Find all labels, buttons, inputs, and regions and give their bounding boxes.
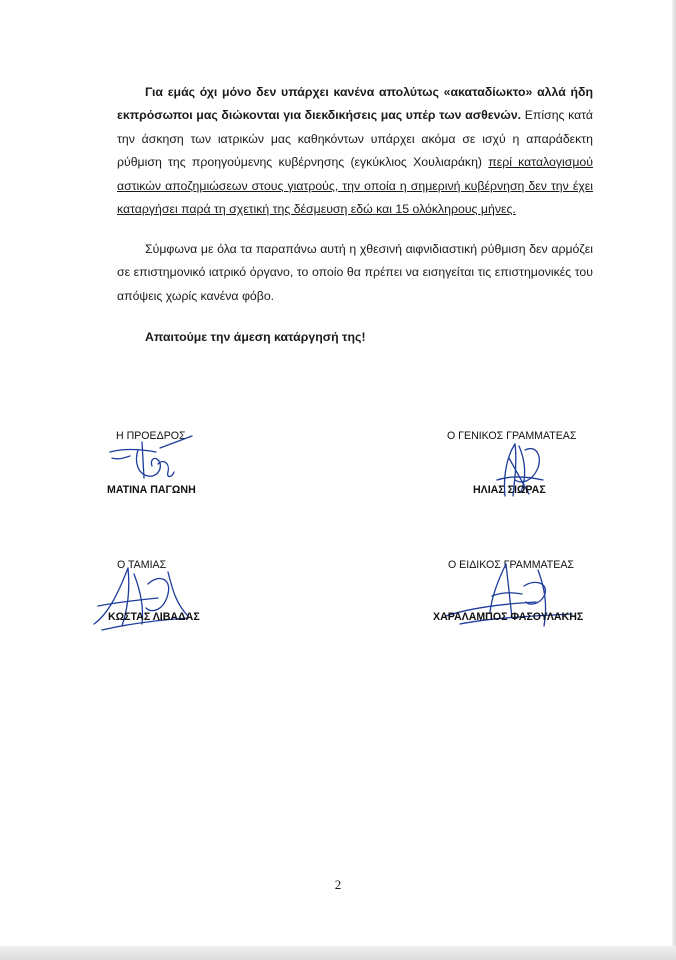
treasurer-name: ΚΩΣΤΑΣ ΛΙΒΑΔΑΣ [108,611,200,623]
paragraph-2 [117,238,593,308]
special-secretary-name: ΧΑΡΑΛΑΜΠΟΣ ΦΑΣΟΥΛΑΚΗΣ [433,611,584,623]
general-secretary-name: ΗΛΙΑΣ ΣΙΩΡΑΣ [473,484,546,496]
president-name: ΜΑΤΙΝΑ ΠΑΓΩΝΗ [107,484,196,496]
paragraph-1-underlined: περί καταλογισμού αστικών αποζημιώσεων στους γιατρούς, την οποία η σημερινή κυβέρνηση δεν την έχει καταργήσει παρά τη σχετική της δέσμευση εδώ και 15 ολόκληρους μήνες. [117,155,593,217]
demand-line [117,326,593,349]
paragraph-2-text: Σύμφωνα με όλα τα παραπάνω αυτή η χθεσινή αιφνιδιαστική ρύθμιση δεν αρμόζει σε επιστημονικό ιατρικό όργανο, το οποίο θα πρέπει να εισηγείται τις επιστημονικές του απόψεις χωρίς κανένα φόβο. [117,242,593,303]
general-secretary-title: Ο ΓΕΝΙΚΟΣ ΓΡΑΜΜΑΤΕΑΣ [447,430,577,442]
paragraph-1-text: Επίσης κατά την άσκηση των ιατρικών μας καθηκόντων υπάρχει ακόμα σε ισχύ η απαράδεκτη ρύθμιση της προηγούμενης κυβέρνησης (εγκύκλιος Χουλιαράκη) [117,108,593,170]
treasurer-title: Ο ΤΑΜΙΑΣ [117,559,167,571]
paragraph-1-bold-intro: Για εμάς όχι μόνο δεν υπάρχει κανένα απολύτως «ακαταδίωκτο» αλλά ήδη εκπρόσωποι μας διώκονται για διεκδικήσεις μας υπέρ των ασθενών. [117,85,593,123]
paragraph-1 [117,81,593,221]
page-edge-shadow [672,0,676,960]
special-secretary-title: Ο ΕΙΔΙΚΟΣ ΓΡΑΜΜΑΤΕΑΣ [448,559,574,571]
president-title: Η ΠΡΟΕΔΡΟΣ [116,430,186,442]
page-number: 2 [334,877,342,892]
page-bottom-edge [0,946,676,960]
president-signature [100,428,210,490]
demand-text: Απαιτούμε την άμεση κατάργησή της! [145,330,366,344]
